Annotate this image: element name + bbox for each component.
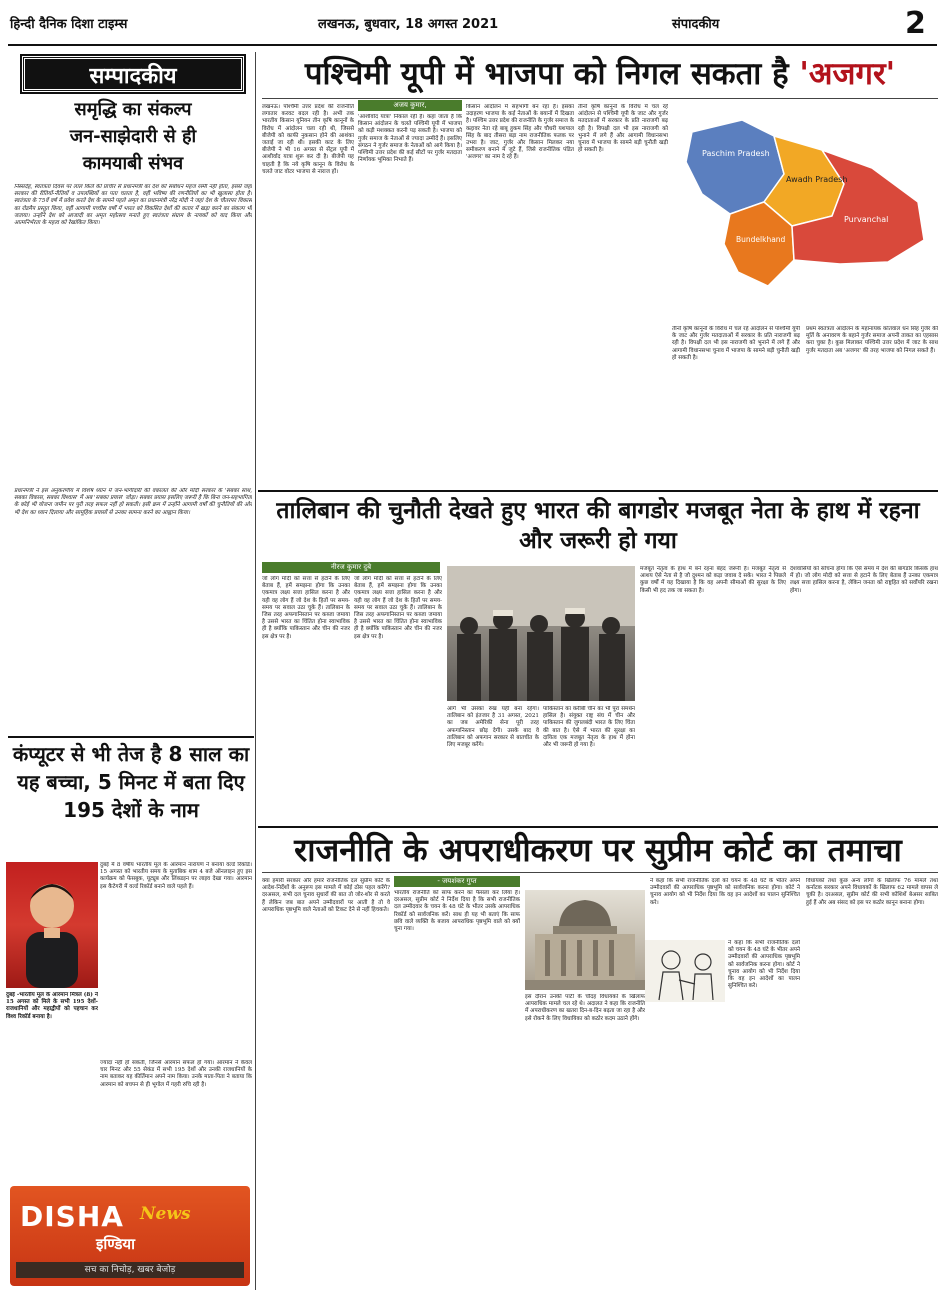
taliban-col-2: जो लोग मोदी को सत्ता से हटाने के लिए बेताब हैं, हमें समझना होगा कि उनका एकमात्र लक्ष्य सत्ता हासिल करना है और यही वह लोग हैं जो देश के हितों पर समय-समय पर सवाल उठा चुके हैं। तालिबान के जिस तरह अफगानिस्तान पर कब्जा जमाया है उससे भारत का चिंतित होना स्वाभाविक ही है क्योंकि पाकिस्तान और चीन की नजर इस क्षेत्र पर है।: [354, 576, 442, 640]
main-headline: [262, 54, 938, 94]
main-story-col-5b: प्रथम स्वतंत्रता आंदोलन के महानायक कोतवाल धन सिंह गुर्जर की मूर्ति के अनावरण के बहाने गुर्जर समाज अपनी ताकत का एहसास करा चुका है। कुछ मिलाकर पश्चिमी उत्तर प्रदेश में जाट के साथ गुर्जर मतदाता अब 'अजगर' की तरह भाजपा को निगल सकते हैं।: [806, 326, 938, 354]
paper-name: हिन्दी दैनिक दिशा टाइम्स: [10, 17, 128, 32]
column-rule: [255, 52, 256, 1290]
child-story-body-1: दुबई में 8 वर्षीय भारतीय मूल के आरमान नारायण ने बनाया वर्ल्ड रिकॉर्ड। 15 अगस्त को भारतीय समय के मुताबिक शाम 4 बजे ऑनलाइन हुए इस कार्यक्रम को फेसबुक, यूट्यूब और लिंक्डइन पर लाइव देखा गया। आरमान इस कैटेगरी में वर्ल्ड रिकॉर्ड बनाने वाले पहले हैं।: [100, 862, 252, 890]
taliban-headline: तालिबान की चुनौती देखते हुए भारत की बागडोर मजबूत नेता के हाथ में रहना और जरूरी हो गया: [276, 498, 920, 554]
taliban-byline: नीरज कुमार दुबे: [262, 562, 440, 573]
main-story-col-4: तीनों कृषि कानूनों के विरोध में चल रहे आंदोलन से पश्चिमी यूपी के जाट और गुर्जर मतदाताओं में सरकार के प्रति नाराजगी बढ़ रही है। विपक्षी दल भी इस नाराजगी को भुनाने में लगे हैं और आगामी विधानसभा चुनाव में भाजपा के सामने बड़ी चुनौती खड़ी हो सकती है।: [578, 104, 668, 154]
editorial-banner: सम्पादकीय: [22, 56, 244, 92]
court-col-4b: ने कहा कि सभी राजनीतिक दलों को चयन के 48 घंटे के भीतर अपने उम्मीदवारों की आपराधिक पृष्ठभूमि को सार्वजनिक करना होगा। कोर्ट ने चुनाव आयोग को भी निर्देश दिया कि वह इन आदेशों का पालन सुनिश्चित करे।: [728, 940, 800, 990]
headline-rule: [262, 872, 938, 873]
section-rule: [258, 490, 938, 492]
disha-tagline: सच का निचोड़, खबर बेजोड़: [16, 1262, 244, 1278]
section-name: संपादकीय: [672, 17, 720, 32]
main-story-col-3: किसान आंदोलन में सहभागी बन रहा है। इसका उदाहरण भाजपा के कई नेताओं के बयानों में दिखता है। पश्चिम उत्तर प्रदेश की राजनीति के गुर्जर समाज के कद्दावर नेता रहे बाबू हुकम सिंह और चौधरी यशपाल सिंह के बाद तीसरा बड़ा नाम राजनीतिक फलक पर उभरा है। जाट, गुर्जर और किसान मिलकर नया समीकरण बनाने में जुटे हैं, जिसे राजनीतिक पंडित 'अजगर' का नाम दे रहे हैं।: [466, 104, 574, 161]
editorial-title-line: समृद्धि का संकल्प: [74, 99, 192, 120]
court-photo-svg: [525, 890, 645, 990]
taliban-col-3: आगे भी उसका रुख यही बना रहेगा। तालिबान को इंतजार है 31 अगस्त, 2021 का जब अमेरिकी सेना पूरी तरह अफगानिस्तान छोड़ देगी। उसके बाद वे तालिबान को अफगान सरकार से बातचीत के लिए मजबूर करेंगे।: [447, 706, 539, 749]
disha-logo-news: News: [140, 1204, 191, 1224]
page-number: 2: [905, 6, 926, 41]
court-byline: - जयशंकर गुप्त: [394, 876, 520, 887]
editorial-body-1: निस्संदेह, स्वतंत्रता दिवस पर लाल किले की प्राचीर से प्रधानमंत्री का देश को संबोधन महज रस्मी नहीं होता, इससे जहां सरकार की रीतियों-नीतियों व उपलब्धियों का पता चलता है, वहीं भविष्य की रणनीतियों का भी खुलासा होता है। स्वतंत्रता के 75वें वर्ष में प्रवेश करते देश के सामने पहले अमृत का प्रधानमंत्री नरेंद्र मोदी ने जहां देश के चौतरफा विकास का रोडमैप प्रस्तुत किया, वहीं आगामी पच्चीस वर्षों में भारत को विकसित देशों की कतार में खड़ा करने का संकल्प भी जताया। उन्होंने देश को आजादी का अमृत महोत्सव मनाते हुए स्वतंत्रता संग्राम के नायकों को याद किया और आत्मनिर्भरता के महत्व को रेखांकित किया।: [14, 184, 252, 227]
main-headline-text: पश्चिमी यूपी में भाजपा को निगल सकता है: [304, 56, 789, 92]
map-label-purvanchal: Purvanchal: [844, 215, 889, 224]
headline-rule: [262, 98, 938, 99]
court-col-5: विधायकों तथा कुछ अन्य लोगों के खिलाफ 76 मामले तथा कर्नाटक सरकार अपने विधायकों के खिलाफ 62 मामले वापस ले चुकी है। दरअसल, सुप्रीम कोर्ट की सभी कोशिशें बेअसर साबित हुई हैं और अब संसद को इस पर कठोर कानून बनाना होगा।: [806, 878, 938, 906]
child-headline: कंप्यूटर से भी तेज है 8 साल का यह बच्चा, 5 मिनट में बता दिए 195 देशों के नाम: [12, 742, 250, 822]
editorial-body-2: प्रधानमंत्री ने इस अनुकरणीय में विशेष ध्यान में जन-भागीदारी की वकालत की और मोदी सरकार के 'सबका साथ, सबका विकास, सबका विश्वास' में अब 'सबका प्रयास' जोड़ा। सबका प्रयास इसलिए जरूरी है कि बिना जन-सहभागिता के कोई भी योजना जमीन पर पूरी तरह सफल नहीं हो सकती। इसी क्रम में उन्होंने आगामी वर्षों की चुनौतियों की ओर भी देश का ध्यान दिलाया और सामूहिक प्रयासों से उनका सामना करने का आह्वान किया।: [14, 488, 252, 516]
editorial-title-line: कामयाबी संभव: [82, 153, 184, 174]
section-rule: [258, 826, 938, 828]
taliban-col-1: जो लोग मोदी को सत्ता से हटाने के लिए बेताब हैं, हमें समझना होगा कि उनका एकमात्र लक्ष्य सत्ता हासिल करना है और यही वह लोग हैं जो देश के हितों पर समय-समय पर सवाल उठा चुके हैं। तालिबान के जिस तरह अफगानिस्तान पर कब्जा जमाया है उससे भारत का चिंतित होना स्वाभाविक ही है क्योंकि पाकिस्तान और चीन की नजर इस क्षेत्र पर है।: [262, 576, 350, 640]
boy-photo: [6, 862, 98, 988]
boy-photo-svg: [6, 862, 98, 988]
disha-logo-text: DISHA: [20, 1200, 124, 1233]
boy-photo-caption: दुबई -भारतीय मूल के आरमान मित्रल (8) ने 15 अगस्त को मिले के सभी 195 देशों-राजधानियों और महाद्वीपों को पहचान कर विश्व रिकॉर्ड बनाया है।: [6, 992, 98, 1020]
court-col-4: ने कहा कि सभी राजनीतिक दलों को चयन के 48 घंटे के भीतर अपने उम्मीदवारों की आपराधिक पृष्ठभूमि को सार्वजनिक करना होगा। कोर्ट ने चुनाव आयोग को भी निर्देश दिया कि वह इन आदेशों का पालन सुनिश्चित करे।: [650, 878, 800, 906]
politics-cartoon: [645, 940, 725, 1002]
main-headline-highlight: 'अजगर': [799, 56, 896, 92]
map-label-awadh-name: Awadh Pradesh: [786, 175, 848, 184]
map-label-paschim: Paschim Pradesh: [702, 149, 770, 158]
taliban-photo-svg: [447, 566, 635, 701]
issue-date: लखनऊ, बुधवार, 18 अगस्त 2021: [318, 17, 499, 32]
court-col-2: भारतीय राजनीति को साफ करने का फैसला कर लिया है। दरअसल, सुप्रीम कोर्ट ने निर्देश दिया है कि सभी राजनीतिक दल उम्मीदवार के चयन के 48 घंटे के भीतर उसके आपराधिक रिकॉर्ड को सार्वजनिक करें। साथ ही यह भी बताएं कि साफ छवि वाले व्यक्ति के बजाय आपराधिक पृष्ठभूमि वाले को क्यों चुना गया।: [394, 890, 520, 933]
disha-logo-sub: इण्डिया: [96, 1235, 135, 1253]
taliban-fighters-photo: [447, 566, 635, 701]
header-rule: [8, 44, 937, 46]
editorial-title: [14, 96, 252, 177]
child-story-body-2: ज्यादा नहीं हो सकती, जिनसे आरमान सफल हो गया। आरमान ने केवल चार मिनट और 55 सेकंड में सभी 195 देशों और उनकी राजधानियों के नाम बताकर यह कीर्तिमान अपने नाम किया। उनके माता-पिता ने बताया कि आरमान को बचपन से ही भूगोल में गहरी रुचि रही है।: [100, 1060, 252, 1088]
court-col-1: क्या हमारी सरकार और हमारे राजनीतिक दल सुप्रीम कोर्ट के आदेश-निर्देशों के अनुरूप इस मामले में कोई ठोस पहल करेंगे? दरअसल, सभी दल चुनाव सुधारों की बात तो जोर-शोर से करते हैं लेकिन जब बात अपने उम्मीदवारों पर आती है तो वे आपराधिक पृष्ठभूमि वाले नेताओं को टिकट देने से नहीं हिचकते।: [262, 878, 390, 913]
main-story-byline: अजय कुमार,: [358, 100, 462, 111]
taliban-col-4: पाकिस्तान का करीबी चीन का भी पूरा समर्थन हासिल है। संयुक्त राष्ट्र संघ में चीन और पाकिस्तान की जुगलबंदी भारत के लिए चिंता की बात है। ऐसे में भारत की सुरक्षा का दायित्व एक मजबूत नेतृत्व के हाथ में होना और भी जरूरी हो गया है।: [543, 706, 635, 749]
up-regions-map: [672, 110, 938, 322]
map-label-awadh: [786, 175, 847, 184]
supreme-court-photo: [525, 890, 645, 990]
editorial-title-line: जन-साझेदारी से ही: [69, 126, 197, 147]
court-col-3: इस दौरान उनकी पार्टी के चौदह विधायकों के खिलाफ आपराधिक मामले चल रहे थे। अदालत ने कहा कि राजनीति में अपराधीकरण का खतरा दिन-ब-दिन बढ़ता जा रहा है और इसे रोकने के लिए विधायिका को कठोर कदम उठाने होंगे।: [525, 994, 645, 1022]
masthead: [0, 0, 945, 50]
main-story-col-5a: तीनों कृषि कानूनों के विरोध में चल रहे आंदोलन से पश्चिमी यूपी के जाट और गुर्जर मतदाताओं में सरकार के प्रति नाराजगी बढ़ रही है। विपक्षी दल भी इस नाराजगी को भुनाने में लगे हैं और आगामी विधानसभा चुनाव में भाजपा के सामने बड़ी चुनौती खड़ी हो सकती है।: [672, 326, 800, 361]
cartoon-svg: [645, 940, 725, 1002]
taliban-col-5: मजबूत नेतृत्व के हाथ में बने रहना बेहद जरूरी है। मजबूत नेतृत्व से आशय ऐसे नेता से है जो दुश्मन को कड़ा जवाब दे सके। भारत ने पिछले कुछ वर्षों में यह दिखाया है कि वह अपनी सीमाओं की सुरक्षा के लिए किसी भी हद तक जा सकता है।: [640, 566, 786, 594]
map-svg: [672, 110, 938, 322]
section-rule: [8, 736, 254, 738]
main-story-col-1: लखनऊ। पश्चिमी उत्तर प्रदेश की राजनीति लगातार करवट बदल रही है। अभी तक भारतीय किसान यूनियन तीन कृषि कानूनों के विरोध में आंदोलन चला रही थी, जिससे बीजेपी को काफी नुकसान होने की आशंका जताई जा रही थी। इसकी काट के लिए बीजेपी ने भी 16 अगस्त से सेंट्रल यूपी में आशीर्वाद यात्रा शुरू कर दी है। बीजेपी यह चाहती है कि नये कृषि कानून के विरोध के चलते जाट वोटर भाजपा से नाराज हों।: [262, 104, 354, 175]
main-story-col-2: 'आशीर्वाद यात्रा' निकाल रही है। कहा जाता है कि किसान आंदोलन के चलते पश्चिमी यूपी में भाजपा को कड़ी मशक्कत करनी पड़ सकती है। भाजपा को गुर्जर समाज के नेताओं से ज्यादा उम्मीदें हैं। इसलिए संगठन ने गुर्जर समाज के नेताओं को आगे किया है। पश्चिमी उत्तर प्रदेश की कई सीटों पर गुर्जर मतदाता निर्णायक भूमिका निभाते हैं।: [358, 114, 462, 164]
taliban-col-6: देशवासियों को सोचना होगा कि ऐसे समय में देश की बागडोर किसके हाथ में हो। जो लोग मोदी को सत्ता से हटाने के लिए बेताब हैं उनका एकमात्र लक्ष्य सत्ता हासिल करना है, लेकिन जनता को राष्ट्रहित को सर्वोपरि रखना होगा।: [790, 566, 938, 594]
court-headline: राजनीति के अपराधीकरण पर सुप्रीम कोर्ट का तमाचा: [294, 831, 902, 869]
map-label-bundelkhand: Bundelkhand: [736, 235, 786, 244]
